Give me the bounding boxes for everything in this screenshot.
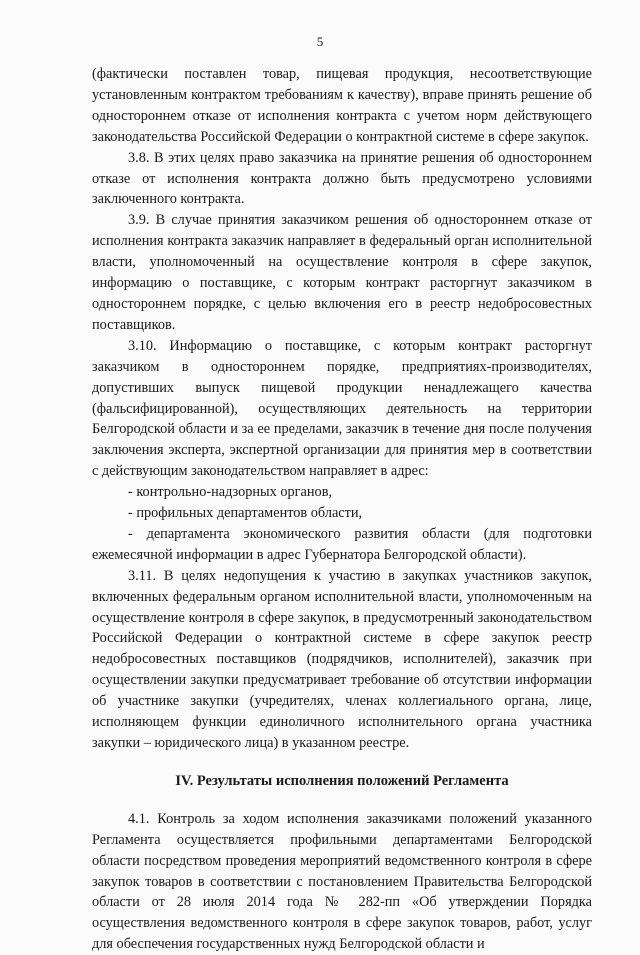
- document-body: [92, 64, 592, 955]
- paragraph-3-9: 3.9. В случае принятия заказчиком решения об одностороннем отказе от исполнения контракта заказчик направляет в федеральный орган исполнительной власти, уполномоченный на осуществление контроля в сфере закупок, информацию о поставщике, с которым контракт расторгнут заказчиком в одностороннем порядке, с целью включения его в реестр недобросовестных поставщиков.: [92, 212, 592, 333]
- list-item-profile-departments: - профильных департаментов области,: [128, 505, 363, 522]
- section-heading-iv: IV. Результаты исполнения положений Регламента: [175, 772, 509, 789]
- paragraph-3-8: 3.8. В этих целях право заказчика на принятие решения об одностороннем отказе от исполнения контракта должно быть предусмотрено условиями заключенного контракта.: [92, 149, 592, 208]
- page-number: 5: [316, 34, 324, 49]
- paragraph-3-10: 3.10. Информацию о поставщике, с которым контракт расторгнут заказчиком в одностороннем порядке, предприятиях-производителях, допустивших выпуск пищевой продукции ненадлежащего качества (фальсифицированной), осуществляющих деятельность на территории Белгородской области и за ее пределами, заказчик в течение дня после получения заключения эксперта, экспертной организации для принятия мер в соответствии с действующим законодательством направляет в адрес:: [92, 337, 592, 480]
- paragraph-3-11: 3.11. В целях недопущения к участию в закупках участников закупок, включенных федеральным органом исполнительной власти, уполномоченным на осуществление контроля в сфере закупок, в предусмотренный законодательством Российской Федерации о контрактной системе в сфере закупок реестр недобросовестных поставщиков (подрядчиков, исполнителей), заказчик при осуществлении закупки предусматривает требование об отсутствии информации об участнике закупки (учредителях, членах коллегиального органа, лице, исполняющем функции единоличного исполнительного органа участника закупки – юридического лица) в указанном реестре.: [92, 567, 592, 751]
- list-item-economic-department: - департамента экономического развития области (для подготовки ежемесячной информации в адрес Губернатора Белгородской области).: [92, 525, 592, 563]
- list-item-control-bodies: - контрольно-надзорных органов,: [128, 484, 333, 501]
- paragraph-4-1: 4.1. Контроль за ходом исполнения заказчиками положений указанного Регламента осуществляется профильными департаментами Белгородской области посредством проведения мероприятий ведомственного контроля в сфере закупок товаров в соответствии с постановлением Правительства Белгородской области от 28 июля 2014 года № 282-пп «Об утверждении Порядка осуществления ведомственного контроля в сфере закупок товаров, работ, услуг для обеспечения государственных нужд Белгородской области и: [92, 810, 592, 953]
- paragraph-continued: (фактически поставлен товар, пищевая продукция, несоответствующие установленным контрактом требованиям к качеству), вправе принять решение об одностороннем отказе от исполнения контракта с учетом норм действующего законодательства Российской Федерации о контрактной системе в сфере закупок.: [92, 66, 592, 145]
